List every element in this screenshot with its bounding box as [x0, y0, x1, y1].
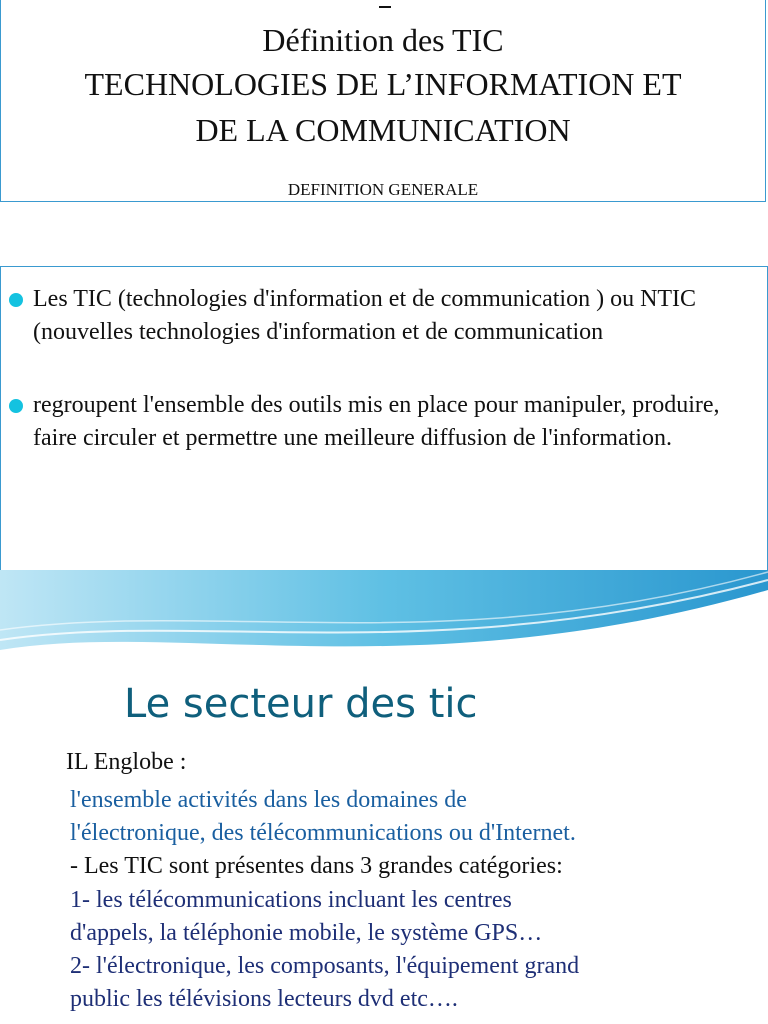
- title-line-1: Définition des TIC: [262, 22, 504, 58]
- text-line: - Les TIC sont présentes dans 3 grandes catégories:: [70, 853, 563, 879]
- bullet-dot-icon: [9, 293, 23, 307]
- intro-text: IL Englobe :: [66, 749, 187, 775]
- bullet-dot-icon: [9, 399, 23, 413]
- text-line: l'ensemble activités dans les domaines de: [70, 787, 467, 813]
- text-line: d'appels, la téléphonie mobile, le système GPS…: [70, 920, 543, 946]
- text-line: 1- les télécommunications incluant les centres: [70, 887, 512, 913]
- slide-secteur: [0, 660, 768, 1024]
- subtitle: DEFINITION GENERALE: [287, 180, 479, 199]
- title-line-2: TECHNOLOGIES DE L’INFORMATION ET: [84, 66, 682, 102]
- title-line-3: DE LA COMMUNICATION: [195, 112, 571, 148]
- text-line: 2- l'électronique, les composants, l'équipement grand: [70, 953, 580, 979]
- title-box: [0, 0, 766, 202]
- bullet-item: [33, 283, 763, 349]
- title-dash: [379, 6, 391, 8]
- bullet-text: regroupent l'ensemble des outils mis en place pour manipuler, produire, faire circuler et permettre une meilleure diffusion de l'information.: [33, 392, 720, 451]
- text-line: public les télévisions lecteurs dvd etc….: [70, 986, 458, 1012]
- decorative-wave: [0, 570, 768, 662]
- text-line: l'électronique, des télécommunications ou d'Internet.: [70, 820, 576, 846]
- content-box: [0, 266, 768, 576]
- bullet-item: [33, 389, 763, 455]
- slide-title: Le secteur des tic: [124, 681, 478, 727]
- bullet-text: Les TIC (technologies d'information et de communication ) ou NTIC (nouvelles technologies d'information et de communication: [33, 286, 697, 345]
